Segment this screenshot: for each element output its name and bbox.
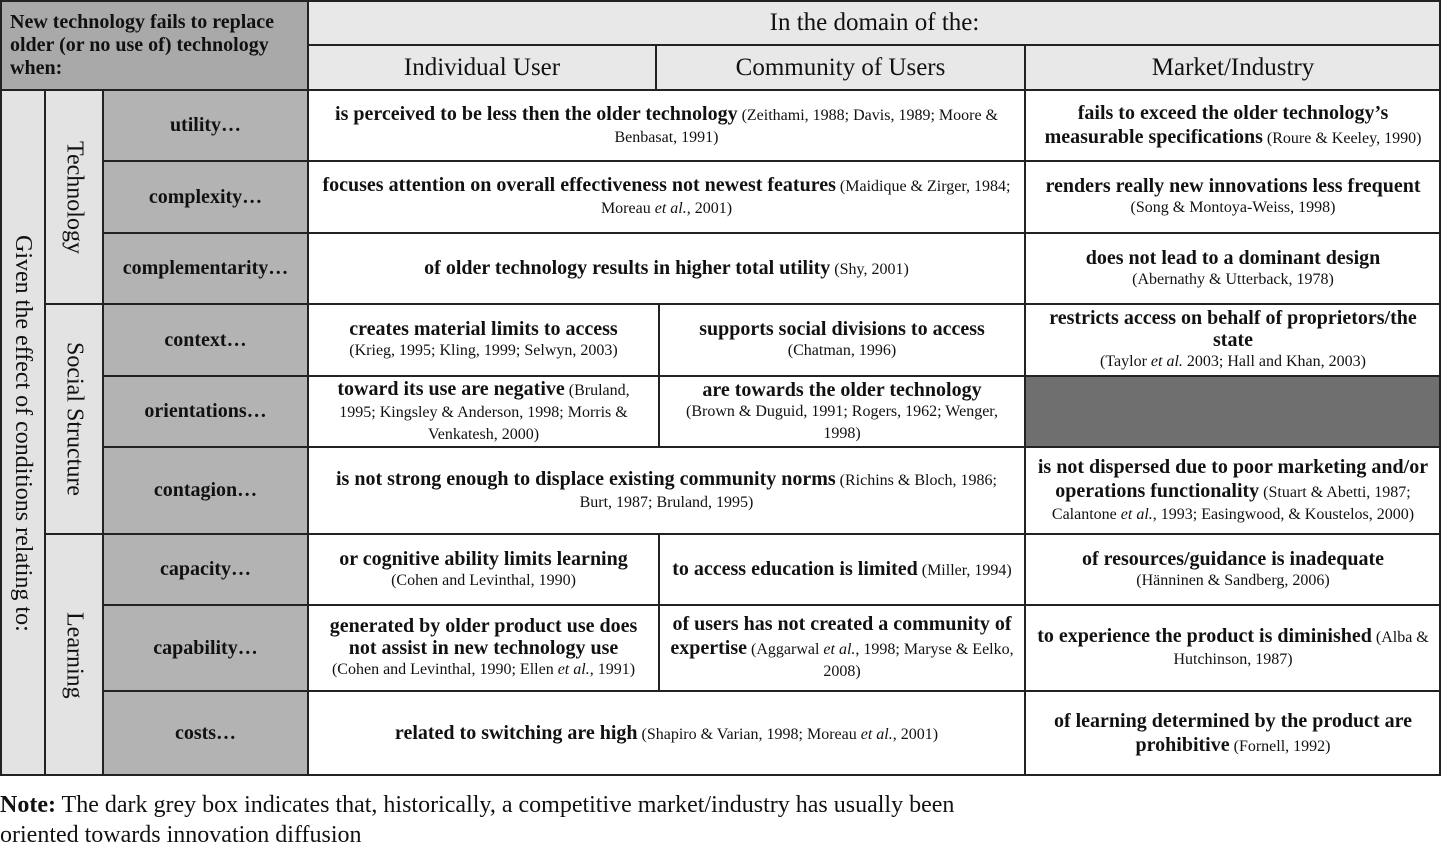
complexity-user-text: focuses attention on overall effectiveness not newest features <box>322 174 836 196</box>
corner-header <box>0 0 308 90</box>
cond-complementarity <box>103 233 308 304</box>
cell-contagion-market <box>1025 447 1441 534</box>
costs-user-cite-a: (Shapiro & Varian, 1998; Moreau <box>641 725 861 743</box>
cell-utility-market <box>1025 90 1441 161</box>
complexity-user-cite-em: et al. <box>654 200 687 217</box>
grid-line <box>1024 45 1026 776</box>
grid-line <box>45 533 1441 535</box>
side-outer-label <box>0 90 45 776</box>
grid-line <box>103 690 1441 692</box>
context-market-cite-em: et al. <box>1150 353 1183 370</box>
costs-user-cite-b: , 2001) <box>892 725 939 743</box>
complexity-market-text: renders really new innovations less frequent <box>1045 175 1421 197</box>
group-learning <box>45 534 103 776</box>
col-header-individual <box>308 45 656 90</box>
grid-line <box>0 0 1441 2</box>
costs-user-cite-em: et al. <box>860 725 893 743</box>
cell-context-market <box>1025 304 1441 376</box>
cond-context <box>103 304 308 376</box>
cell-complementarity-user <box>308 233 1025 304</box>
grid-line <box>307 0 309 776</box>
cond-capacity <box>103 534 308 605</box>
capability-user-text: generated by older product use does not assist in new technology use <box>329 615 638 659</box>
grid-line <box>103 232 1441 234</box>
capacity-community-text: to access education is limited <box>672 557 918 580</box>
complexity-market-cite: (Song & Montoya-Weiss, 1998) <box>1130 199 1336 216</box>
contagion-market-text: is not dispersed due to poor marketing and/or operations functionality <box>1037 455 1429 502</box>
cond-orientations <box>103 376 308 447</box>
capability-user-cite-em: et al. <box>557 661 590 678</box>
cell-contagion-user <box>308 447 1025 534</box>
grid-line <box>655 45 657 90</box>
complementarity-user-cite: (Shy, 2001) <box>834 260 909 278</box>
footnote-label: Note: <box>0 792 56 818</box>
cond-capability-text: capability… <box>153 636 258 659</box>
cell-utility-user <box>308 90 1025 161</box>
orientations-community-cite: (Brown & Duguid, 1991; Rogers, 1962; Wenger, 1998) <box>686 402 998 442</box>
contagion-market-cite-a: (Stuart & Abetti, 1987; Calantone <box>1051 483 1411 523</box>
capability-community-cite-b: , 1998; Maryse & Eelko, 2008) <box>823 641 1014 680</box>
capability-community-cite-a: (Aggarwal <box>751 641 824 658</box>
context-market-cite-a: (Taylor <box>1100 353 1151 370</box>
grid-line <box>658 534 660 691</box>
contagion-user-cite: (Richins & Bloch, 1986; Burt, 1987; Bruland, 1995) <box>579 471 997 511</box>
contagion-market-cite-b: , 1993; Easingwood, & Koustelos, 2000) <box>1152 505 1415 523</box>
costs-market-text: of learning determined by the product are prohibitive <box>1053 709 1413 756</box>
cond-utility <box>103 90 308 161</box>
orientations-community-text: are towards the older technology <box>702 378 982 401</box>
cell-context-user <box>308 304 659 376</box>
cond-orientations-text: orientations… <box>144 400 267 422</box>
side-outer-text: Given the effect of conditions relating to: <box>10 234 36 632</box>
group-learning-text: Learning <box>61 611 88 699</box>
grid-line <box>44 90 46 776</box>
contagion-user-text: is not strong enough to displace existing community norms <box>336 467 836 490</box>
cell-orientations-community <box>659 376 1025 447</box>
cell-capacity-community <box>659 534 1025 605</box>
capability-user-cite <box>332 659 635 681</box>
footnote <box>0 790 960 850</box>
grid-line <box>308 44 1441 46</box>
cond-complexity-text: complexity… <box>148 185 263 208</box>
group-social-text: Social Structure <box>61 342 88 496</box>
grid-line <box>0 89 1441 91</box>
group-technology-text: Technology <box>61 140 88 254</box>
cell-orientations-market-dark <box>1025 376 1441 447</box>
col-header-market <box>1025 45 1441 90</box>
cell-complementarity-market <box>1025 233 1441 304</box>
cell-context-community <box>659 304 1025 376</box>
cell-complexity-market <box>1025 161 1441 233</box>
grid-line <box>45 303 1441 305</box>
context-user-cite: (Krieg, 1995; Kling, 1999; Selwyn, 2003) <box>349 342 618 359</box>
capability-community-cite-em: et al. <box>823 641 856 658</box>
context-user-text: creates material limits to access <box>349 318 618 340</box>
corner-header-text: New technology fails to replace older (or no use of) technology when: <box>10 10 275 79</box>
utility-market-text: fails to exceed the older technology’s measurable specifications <box>1044 101 1389 148</box>
capacity-user-text: or cognitive ability limits learning <box>339 547 628 570</box>
capability-market-text: to experience the product is diminished <box>1037 625 1372 647</box>
cell-capacity-market <box>1025 534 1441 605</box>
grid-line <box>103 375 1441 377</box>
col-header-individual-text: Individual User <box>403 53 561 81</box>
complementarity-market-text: does not lead to a dominant design <box>1085 246 1381 269</box>
utility-user-text: is perceived to be less then the older technology <box>335 102 738 125</box>
cond-complexity <box>103 161 308 233</box>
capability-user-cite-a: (Cohen and Levinthal, 1990; Ellen <box>331 661 558 678</box>
contagion-market-cite-em: et al. <box>1120 505 1153 523</box>
grid-line <box>103 604 1441 606</box>
cell-capability-market <box>1025 605 1441 691</box>
capability-community-cite <box>751 641 1014 680</box>
costs-market-cite: (Fornell, 1992) <box>1233 737 1331 755</box>
orientations-user-cite: (Bruland, 1995; Kingsley & Anderson, 1998; Morris & Venkatesh, 2000) <box>339 381 630 443</box>
context-community-text: supports social divisions to access <box>699 318 985 340</box>
costs-user-text: related to switching are high <box>394 721 638 744</box>
cell-costs-user <box>308 691 1025 776</box>
capability-user-cite-b: , 1991) <box>589 661 636 678</box>
group-social-structure <box>45 304 103 534</box>
domain-header <box>308 0 1441 45</box>
costs-user-cite <box>642 726 939 743</box>
group-technology <box>45 90 103 304</box>
grid-line <box>658 304 660 447</box>
context-community-cite: (Chatman, 1996) <box>787 342 897 359</box>
capacity-market-text: of resources/guidance is inadequate <box>1081 547 1385 570</box>
cell-complexity-user <box>308 161 1025 233</box>
cell-capability-community <box>659 605 1025 691</box>
col-header-community-text: Community of Users <box>735 53 946 81</box>
capacity-community-cite: (Miller, 1994) <box>921 561 1012 579</box>
cond-complementarity-text: complementarity… <box>122 257 289 279</box>
col-header-market-text: Market/Industry <box>1151 53 1315 81</box>
complexity-user-cite-a: (Maidique & Zirger, 1984; Moreau <box>600 178 1011 217</box>
domain-header-text: In the domain of the: <box>769 8 980 36</box>
cond-utility-text: utility… <box>169 114 242 136</box>
grid-line <box>103 160 1441 162</box>
cell-capacity-user <box>308 534 659 605</box>
capability-market-cite: (Alba & Hutchinson, 1987) <box>1173 629 1429 668</box>
cond-costs <box>103 691 308 776</box>
context-market-cite-b: 2003; Hall and Khan, 2003) <box>1182 353 1366 370</box>
context-market-cite <box>1100 351 1366 373</box>
cond-context-text: context… <box>164 328 247 351</box>
cond-capacity-text: capacity… <box>159 558 252 580</box>
cond-contagion <box>103 447 308 534</box>
grid-line <box>0 774 1441 776</box>
complexity-user-cite-b: , 2001) <box>686 200 733 217</box>
context-market-text: restricts access on behalf of proprietors/the state <box>1049 307 1417 351</box>
cell-capability-user <box>308 605 659 691</box>
cond-contagion-text: contagion… <box>153 479 258 501</box>
cell-orientations-user <box>308 376 659 447</box>
complementarity-market-cite: (Abernathy & Utterback, 1978) <box>1132 270 1334 288</box>
orientations-user-text: toward its use are negative <box>337 377 565 400</box>
cond-capability <box>103 605 308 691</box>
capacity-market-cite: (Hänninen & Sandberg, 2006) <box>1136 571 1330 589</box>
capacity-user-cite: (Cohen and Levinthal, 1990) <box>391 571 576 589</box>
utility-market-cite: (Roure & Keeley, 1990) <box>1266 129 1422 147</box>
capability-community-text: of users has not created a community of expertise <box>670 613 1012 659</box>
cond-costs-text: costs… <box>174 722 237 744</box>
grid-line <box>102 90 104 776</box>
grid-line <box>103 446 1441 448</box>
col-header-community <box>656 45 1025 90</box>
grid-line <box>0 0 2 776</box>
complementarity-user-text: of older technology results in higher total utility <box>424 256 831 279</box>
footnote-text: The dark grey box indicates that, historically, a competitive market/industry has usually been oriented towards innovation diffusion <box>0 792 955 848</box>
utility-user-cite: (Zeithami, 1988; Davis, 1989; Moore & Benbasat, 1991) <box>614 106 998 146</box>
cell-costs-market <box>1025 691 1441 776</box>
